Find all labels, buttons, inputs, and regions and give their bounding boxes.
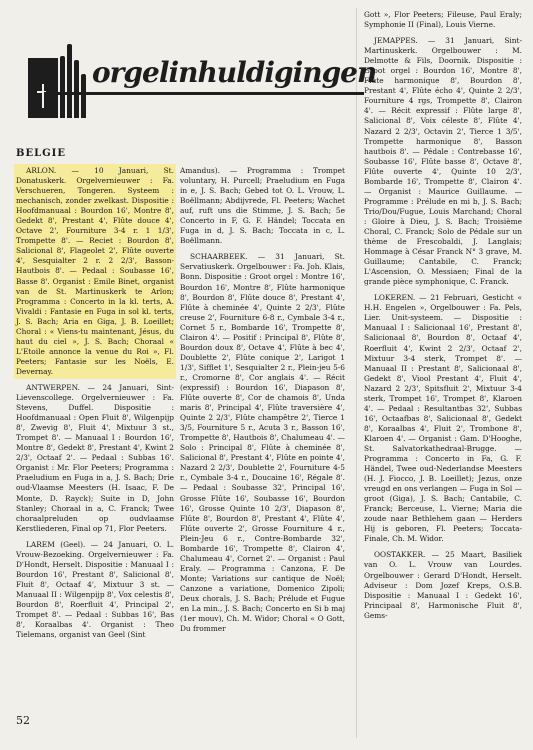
entry-larem: LAREM (Geel). — 24 Januari, O. L. Vrouw-Bezoeking. Orgelvernieuwer : Fa. D'Hondt, Herselt. Dispositie : Manuaal I : Bourdon 16', Prestant 8', Salicional 8', Fluit 8', Octaaf 4', Mixtuur 3 st. — Manuaal II : Wilgenpijp 8', Vox celestis 8', Bourdon 8', Roerfluit 4', Principal 2', Trompet 8'. — Pedaal : Subbas 16', Bas 8', Koraalbas 4'. Organist : Theo Tielemans, organist van Geel (Sint <box>16 539 174 640</box>
entry-jemappes: JEMAPPES. — 31 Januari, Sint-Martinuskerk. Orgelbouwer : M. Delmotte & Fils, Doornik. Dispositie : Groot orgel : Bourdon 16', Montre 8', Flûte harmonique 8', Bourdon 8', Prestant 4', Flûte écho 4', Quinte 2 2/3', Fourniture 4 rgs, Trompette 8', Clairon 4'. — Récit expressif : Flûte large 8', Salicional 8', Voix céleste 8', Flûte 4', Nazard 2 2/3', Octavin 2', Tierce 1 3/5', Trompette harmonique 8', Basson hautbois 8'. — Pédale : Contrebasse 16', Soubasse 16', Flûte basse 8', Octave 8', Flûte ouverte 4', Quinte 10 2/3', Bombarde 16', Trompette 8', Clairon 4'. — Organist : Maurice Guillaume. — Programme : Prélude en mi b, J. S. Bach; Trio/Dou/Fugue, Louis Marchand; Choral : Gloire à Dieu, J. S. Bach; Troisième Choral, C. Franck; Solo de Pédale sur un thème de Frescobaldi, J. Langlais; Hommage à César Franck N° 3 grave, M. Guillaume; Cantabile, C. Franck; L'Ascension, O. Messiaen; Final de la grande pièce symphonique, C. Franck. <box>364 36 522 287</box>
country-heading: BELGIE <box>16 148 66 159</box>
entry-antwerpen: ANTWERPEN. — 24 Januari, Sint-Lievenscollege. Orgelvernieuwer : Fa. Stevens, Duffel. Dispositie : Hoofdmanuaal : Open Fluit 8', Wilgenpijp 8', Zwevig 8', Fluit 4', Mixtuur 3 st., Trompet 8'. — Manuaal I : Bourdon 16', Montre 8', Gedekt 8', Prestant 4', Kwint 2 2/3', Octaaf 2'. — Pedaal : Subbas 16'. Organist : Mr. Flor Peeters; Programma : Praeludium en Fuga in a, J. S. Bach; Drie oud-Vlaamse Meesters (H. Isaac, F. De Monte, D. Rayck); Suite in D, John Stanley; Choraal in a, C. Franck; Twee choraalpreluden op oudvlaamse Kerstliederen, Final op 71, Flor Peeters. <box>16 382 174 533</box>
column-2 <box>180 166 345 640</box>
title-rule <box>44 92 364 95</box>
entry-schaarbeek: SCHAARBEEK. — 31 Januari, St. Servatiuskerk. Orgelbouwer : Fa. Joh. Klais, Bonn. Dispositie : Groot orgel : Montre 16', Bourdon 16', Montre 8', Flûte harmonique 8', Bourdon 8', Flûte douce 8', Prestant 4', Flûte à cheminée 4', Quinte 2 2/3', Flûte creuse 2', Fourniture 6-8 r., Cymbale 3-4 r., Cornet 5 r., Bombarde 16', Trompette 8', Clairon 4'. — Positif : Principal 8', Flûte 8', Bourdon doux 8', Octave 4', Flûte à bec 4', Doublette 2', Flûte conique 2', Larigot 1 1/3', Sifflet 1', Sesquialter 2 r., Plein-jeu 5-6 r., Cromorne 8', Cor anglais 4'. — Récit (expressif) : Bourdon 16', Diapason 8', Flûte ouverte 8', Cor de chamois 8', Unda maris 8', Principal 4', Flûte traversière 4', Quinte 2 2/3', Flûte champêtre 2', Tierce 1 3/5, Fourniture 5 r., Acuta 3 r., Basson 16', Trompette 8', Hautbois 8', Chalumeau 4'. — Solo : Principal 8', Flûte à cheminée 8', Salicional 8', Prestant 4', Flûte en pointe 4', Nazard 2 2/3', Doublette 2', Fourniture 4-5 r., Cymbale 3-4 r., Doucaine 16', Régale 8'. — Pedaal : Soubasse 32', Principal 16', Grosse Flûte 16', Soubasse 16', Bourdon 16', Grosse Quinte 10 2/3', Diapason 8', Flûte 8', Bourdon 8', Prestant 4', Flûte 4', Flûte ouverte 2', Grosse Fourniture 4 r., Plein-Jeu 6 r., Contre-Bombarde 32', Bombarde 16', Trompette 8', Clairon 4', Chalumeau 4', Cornet 2'. — Organist : Paul Eraly. — Programma : Canzona, F. De Monte; Variations sur cantique de Noël; Canzone a variatione, Domenico Zipoli; Deux chorals, J. S. Bach; Prélude et Fugue en La min., J. S. Bach; Concerto en Si b maj (1er mouv), Ch. M. Widor; Choral « O Gott, Du frommer <box>180 252 345 634</box>
section-title: orgelinhuldigingen <box>92 56 377 89</box>
entry-oostakker: OOSTAKKER. — 25 Maart, Basiliek van O. L. Vrouw van Lourdes. Orgelbouwer : Gerard D'Hondt, Herselt. Adviseur : Dom Jozef Kreps, O.S.B. Dispositie : Manuaal I : Gedekt 16', Principaal 8', Harmonische Fluit 8', Gems- <box>364 550 522 620</box>
entry-larem-continued: Amandus). — Programma : Trompet voluntary, H. Purcell; Praeludium en Fuga in e, J. S. Bach; Gebed tot O. L. Vrouw, L. Boëllmann; Abdijvrede, Fl. Peeters; Wachet auf, ruft uns die Stimme, J. S. Bach; 5e Concerto in F, G. F. Händel; Toccata en Fuga in d, J. S. Bach; Toccata in c, L. Boëllmann. <box>180 166 345 246</box>
section-header <box>14 16 377 146</box>
page-number: 52 <box>16 714 30 727</box>
column-1 <box>16 166 174 646</box>
organ-pipes-icon <box>46 38 86 118</box>
entry-arlon: ARLON. — 10 Januari, St. Donatuskerk. Orgelvernieuwer : Fa. Verschueren, Tongeren. Systeem : mechanisch, zonder zwelkast. Dispositie : Hoofdmanuaal : Bourdon 16', Montre 8', Gedekt 8', Prestant 4', Flûte douce 4', Octave 2', Fourniture 3-4 r. 1 1/3', Trompette 8'. — Reciet : Bourdon 8', Salicional 8', Flageolet 2', Flûte ouverte 4', Sesquialter 2 r. 2 2/3', Basson-Hautbois 8'. — Pedaal : Soubasse 16', Basse 8'. Organist : Emile Binet, organist van de St. Martinuskerk te Arlon; Programma : Concerto in la kl. terts, A. Vivaldi : Fantasie en Fuga in sol kl. terts, J. S. Bach; Aria en Giga, J. B. Loeillet; Choral : « Viens-tu maintenant, Jésus, du haut du ciel », J. S. Bach; Choraal « L'Etoile annonce la venue du Roi », Fl. Peeters; Fantasie sur les Noëls, E. Devernay. <box>16 166 174 376</box>
column-3 <box>364 10 522 627</box>
entry-schaarbeek-continued: Gott », Flor Peeters; Fileuse, Paul Eraly; Symphonie II (Final), Louis Vierne. <box>364 10 522 30</box>
column-divider <box>356 8 357 738</box>
entry-lokeren: LOKEREN. — 21 Februari, Gesticht « H.H. Engelen », Orgelbouwer : Fa. Pels, Lier. Unit-systeem. — Dispositie : Manuaal I : Salicionaal 16', Prestant 8', Salicionaal 8', Bourdon 8', Octaaf 4', Roerfluit 4', Kwint 2 2/3', Octaaf 2', Mixtuur 3-4 sterk, Trompet 8'. — Manuaal II : Prestant 8', Salicionaal 8', Gedekt 8', Viool Prestant 4', Fluit 4', Nazard 2 2/3', Spitsfluit 2', Mixtuur 3-4 sterk, Trompet 16', Trompet 8', Klaroen 4'. — Pedaal : Resultantbas 32', Subbas 16', Octaafbas 8', Salicionaal 8', Gedekt 8', Koraalbas 4', Fluit 2', Trombone 8', Klaroen 4'. — Organist : Gam. D'Hooghe, St. Salvatorkathedraal-Brugge. — Programma : Concerto in Fa, G. F. Händel, Twee oud-Nederlandse Meesters (H. J. Fiocco, J. B. Loeillet); Jezus, onze vreugd en ons verlangen — Fuga in Sol — groot (Giga), J. S. Bach; Cantabile, C. Franck; Berceuse, L. Vierne; Maria die zoude naar Bethlehem gaan — Herders Hij is geboren, Fl. Peeters; Toccata-Finale, Ch. M. Widor. <box>364 293 522 544</box>
